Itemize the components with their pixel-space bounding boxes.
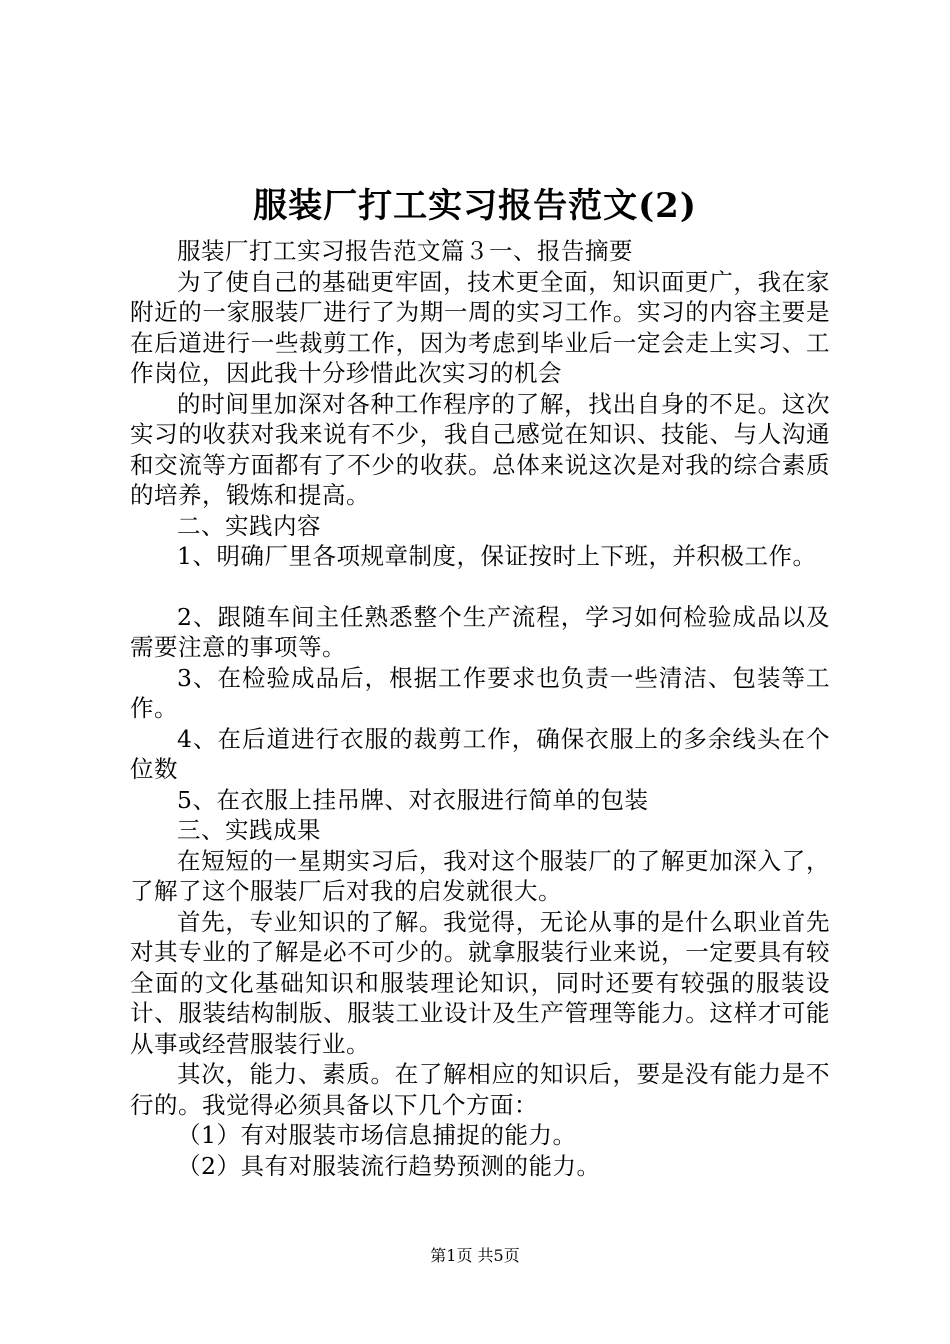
paragraph-results: 在短短的一星期实习后，我对这个服装厂的了解更加深入了，了解了这个服装厂后对我的启发就很大。 [130, 846, 830, 905]
list-item-5: 5、在衣服上挂吊牌、对衣服进行简单的包装 [177, 785, 649, 814]
sub-item-2: （2）具有对服装流行趋势预测的能力。 [177, 1151, 601, 1180]
sub-item-1: （1）有对服装市场信息捕捉的能力。 [177, 1121, 577, 1149]
list-item-1: 1、明确厂里各项规章制度，保证按时上下班，并积极工作。 [177, 542, 817, 570]
paragraph-knowledge: 首先，专业知识的了解。我觉得，无论从事的是什么职业首先对其专业的了解是必不可少的。就拿服装行业来说，一定要具有较全面的文化基础知识和服装理论知识，同时还要有较强的服装设计、服装结构制版、服装工业设计及生产管理等能力。这样才可能从事或经营服装行业。 [130, 907, 830, 1058]
section-heading-results: 三、实践成果 [177, 816, 321, 844]
list-item-3: 3、在检验成品后，根据工作要求也负责一些清洁、包装等工作。 [130, 663, 830, 722]
document-body [130, 236, 830, 1181]
section-heading-practice: 二、实践内容 [177, 511, 321, 540]
paragraph-summary-heading: 服装厂打工实习报告范文篇３一、报告摘要 [177, 237, 633, 265]
paragraph-gains: 的时间里加深对各种工作程序的了解，找出自身的不足。这次实习的收获对我来说有不少，我自己感觉在知识、技能、与人沟通和交流等方面都有了不少的收获。总体来说这次是对我的综合素质的培养，锻炼和提高。 [130, 389, 830, 509]
paragraph-ability: 其次，能力、素质。在了解相应的知识后，要是没有能力是不行的。我觉得必须具备以下几个方面： [130, 1060, 830, 1119]
blank-line [130, 572, 830, 602]
document-title: 服装厂打工实习报告范文(2) [253, 186, 697, 226]
list-item-2: 2、跟随车间主任熟悉整个生产流程，学习如何检验成品以及需要注意的事项等。 [130, 602, 830, 661]
paragraph-intro: 为了使自己的基础更牢固，技术更全面，知识面更广，我在家附近的一家服装厂进行了为期一周的实习工作。实习的内容主要是在后道进行一些裁剪工作，因为考虑到毕业后一定会走上实习、工作岗位，因此我十分珍惜此次实习的机会 [130, 267, 830, 387]
list-item-4: 4、在后道进行衣服的裁剪工作，确保衣服上的多余线头在个位数 [130, 724, 830, 783]
page-footer: 第1页 共5页 [430, 1246, 520, 1265]
